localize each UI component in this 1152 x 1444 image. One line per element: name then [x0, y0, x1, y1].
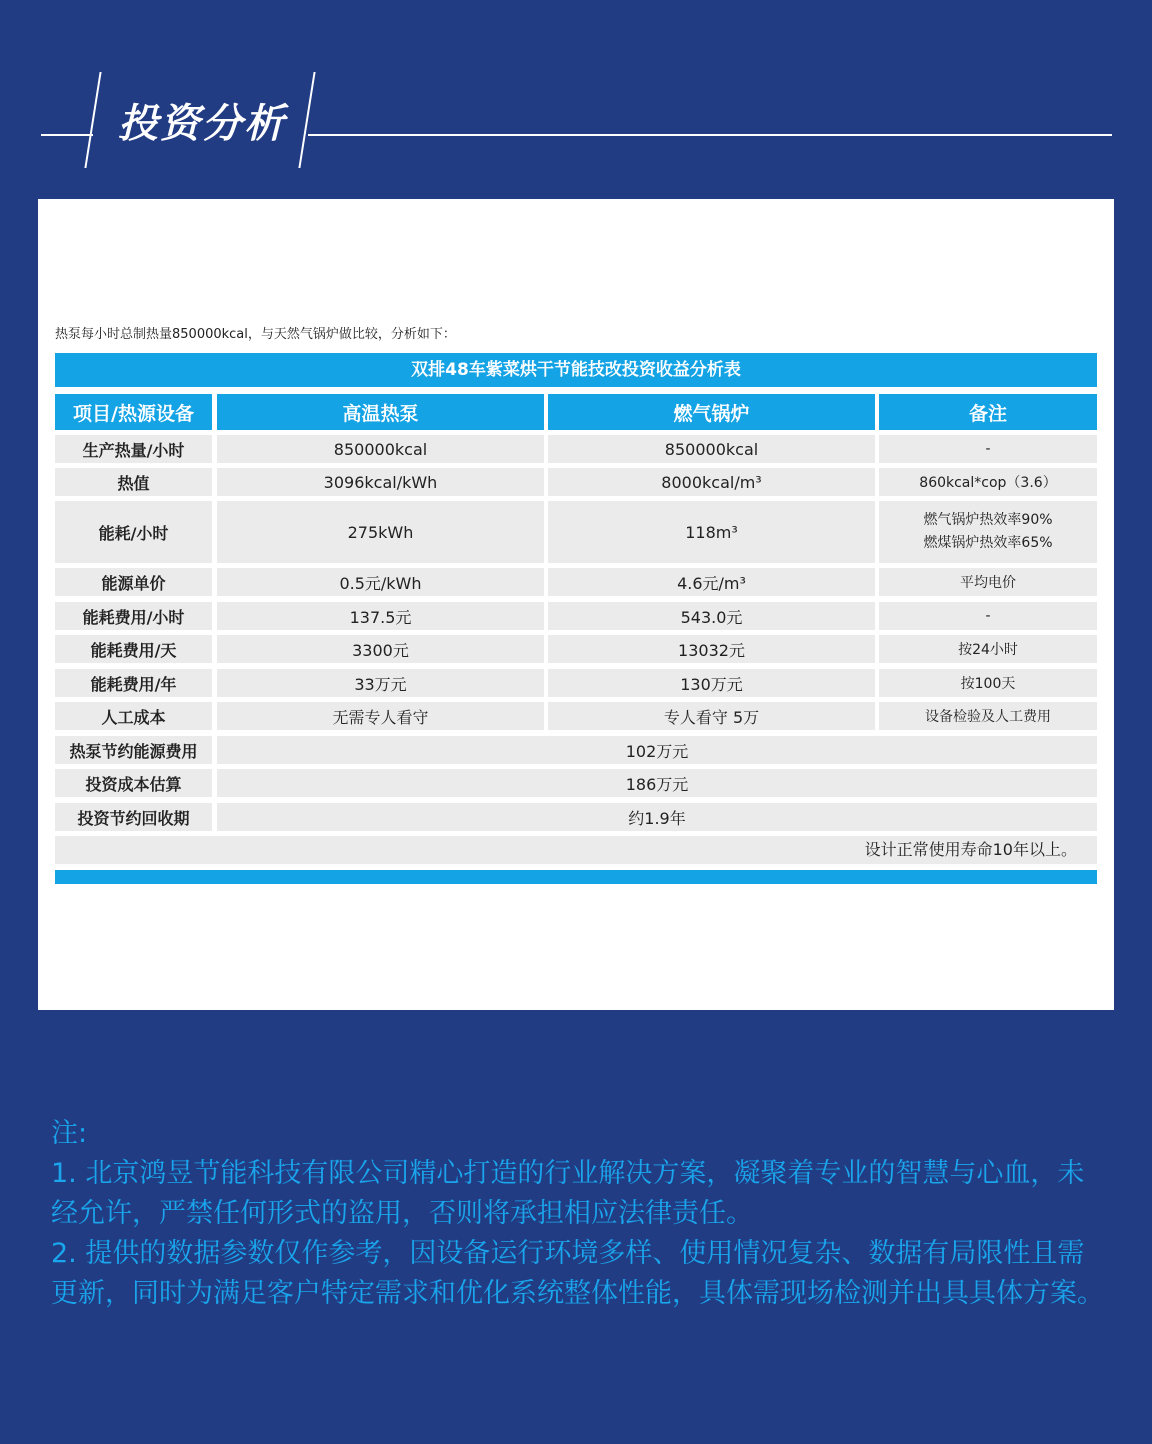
col-header-remark: 备注: [879, 394, 1097, 430]
heat-pump-value: 275kWh: [217, 501, 544, 563]
remark-value: -: [879, 435, 1097, 463]
table-footer-note: 设计正常使用寿命10年以上。: [55, 836, 1097, 864]
gas-boiler-value: 118m³: [548, 501, 875, 563]
note-item-2: 2. 提供的数据参数仅作参考，因设备运行环境多样、使用情况复杂、数据有局限性且需更新，同时为满足客户特定需求和优化系统整体性能，具体需现场检测并出具具体方案。: [51, 1238, 1104, 1309]
row-label: 能耗费用/年: [55, 669, 212, 697]
gas-boiler-value: 8000kcal/m³: [548, 468, 875, 496]
row-label: 能源单价: [55, 568, 212, 596]
remark-value: 按24小时: [879, 635, 1097, 663]
row-label: 热值: [55, 468, 212, 496]
notes-heading: 注:: [51, 1118, 88, 1149]
heat-pump-value: 3300元: [217, 635, 544, 663]
remark-value: 860kcal*cop（3.6）: [879, 468, 1097, 496]
remark-line: 燃煤锅炉热效率65%: [923, 535, 1053, 551]
remark-value: [879, 501, 1097, 563]
table-bottom-bar: [55, 870, 1097, 884]
heat-pump-value: 0.5元/kWh: [217, 568, 544, 596]
heat-pump-value: 850000kcal: [217, 435, 544, 463]
gas-boiler-value: 专人看守 5万: [548, 702, 875, 730]
col-header-heat-pump: 高温热泵: [217, 394, 544, 430]
row-label: 人工成本: [55, 702, 212, 730]
heat-pump-value: 无需专人看守: [217, 702, 544, 730]
row-label: 能耗/小时: [55, 501, 212, 563]
col-header-gas-boiler: 燃气锅炉: [548, 394, 875, 430]
remark-line: 燃气锅炉热效率90%: [923, 512, 1053, 528]
table-title: 双排48车紫菜烘干节能技改投资收益分析表: [55, 353, 1097, 387]
notes-section: [51, 1114, 1111, 1314]
row-label: 能耗费用/天: [55, 635, 212, 663]
analysis-card: [38, 199, 1114, 1010]
note-item-1: 1. 北京鸿昱节能科技有限公司精心打造的行业解决方案，凝聚着专业的智慧与心血，未经允许，严禁任何形式的盗用，否则将承担相应法律责任。: [51, 1158, 1085, 1229]
intro-text: 热泵每小时总制热量850000kcal，与天然气锅炉做比较，分析如下：: [55, 327, 456, 342]
heat-pump-value: 3096kcal/kWh: [217, 468, 544, 496]
gas-boiler-value: 543.0元: [548, 602, 875, 630]
summary-value: 102万元: [217, 736, 1097, 764]
remark-value: 设备检验及人工费用: [879, 702, 1097, 730]
col-header-item: 项目/热源设备: [55, 394, 212, 430]
remark-value: -: [879, 602, 1097, 630]
row-label: 生产热量/小时: [55, 435, 212, 463]
gas-boiler-value: 130万元: [548, 669, 875, 697]
heat-pump-value: 137.5元: [217, 602, 544, 630]
page-title: 投资分析: [118, 101, 286, 147]
remark-value: 按100天: [879, 669, 1097, 697]
header-slash-right: [298, 72, 315, 168]
header-slash-left: [84, 72, 101, 168]
summary-value: 186万元: [217, 769, 1097, 797]
gas-boiler-value: 13032元: [548, 635, 875, 663]
row-label: 能耗费用/小时: [55, 602, 212, 630]
summary-value: 约1.9年: [217, 803, 1097, 831]
gas-boiler-value: 850000kcal: [548, 435, 875, 463]
summary-label: 热泵节约能源费用: [55, 736, 212, 764]
header-rule-left: [41, 134, 93, 136]
header-rule-right: [308, 134, 1112, 136]
summary-label: 投资成本估算: [55, 769, 212, 797]
heat-pump-value: 33万元: [217, 669, 544, 697]
summary-label: 投资节约回收期: [55, 803, 212, 831]
gas-boiler-value: 4.6元/m³: [548, 568, 875, 596]
remark-value: 平均电价: [879, 568, 1097, 596]
